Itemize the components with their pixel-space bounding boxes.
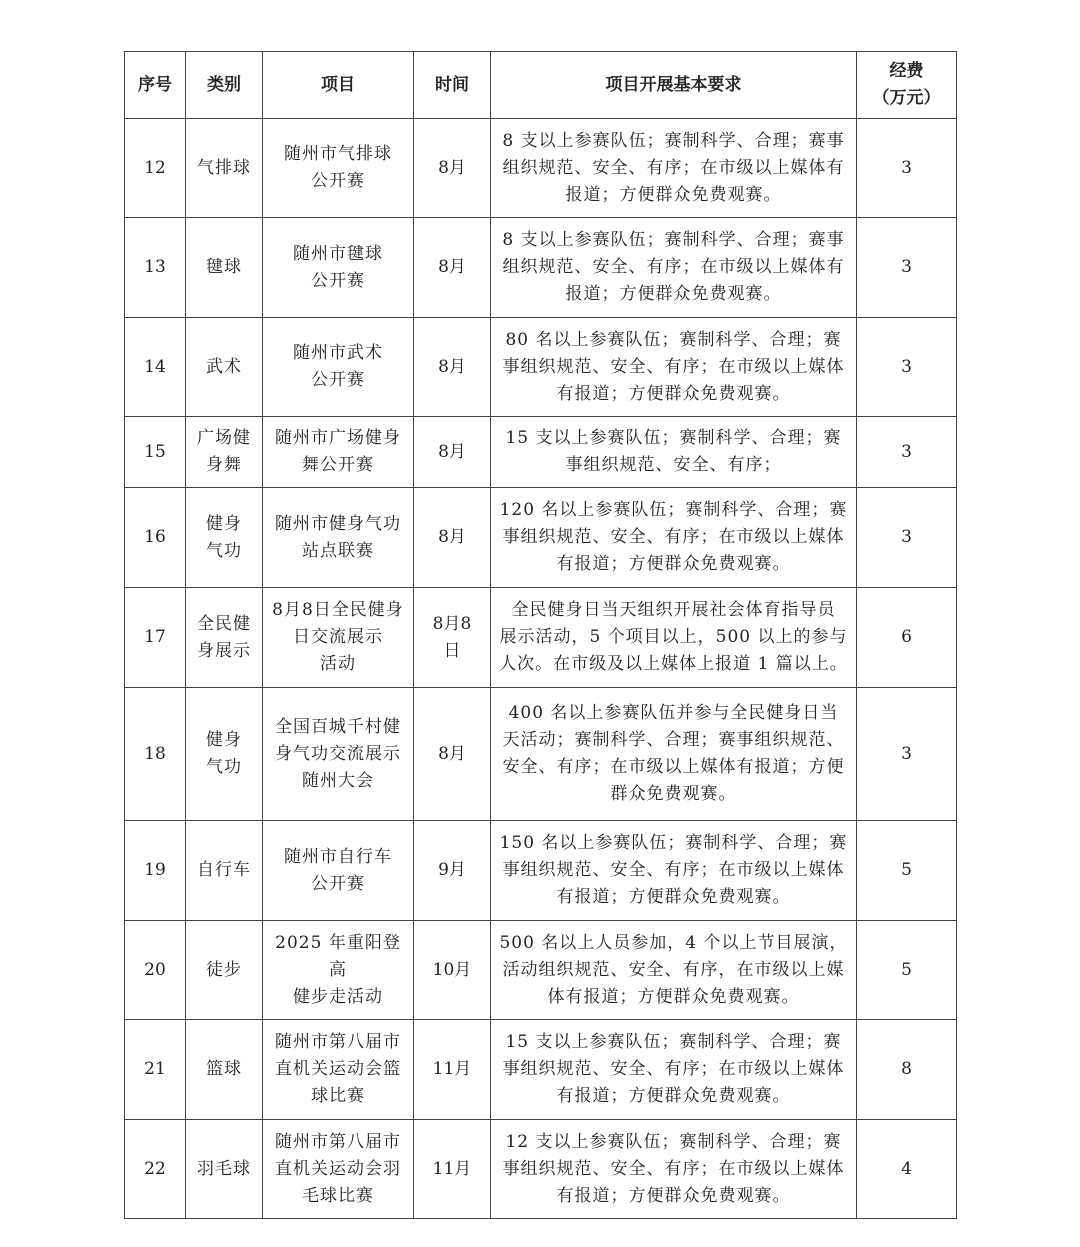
row-project-line: 随州市第八届市 bbox=[275, 1131, 401, 1152]
row-requirement-line: 人次。在市级及以上媒体上报道 1 篇以上。 bbox=[499, 654, 848, 674]
row-category-line: 气排球 bbox=[197, 157, 251, 178]
row-number: 16 bbox=[125, 488, 186, 588]
row-category bbox=[186, 1020, 263, 1120]
row-number: 14 bbox=[125, 318, 186, 417]
row-project bbox=[263, 588, 414, 688]
row-time bbox=[414, 688, 491, 821]
row-requirement-line: 事组织规范、安全、有序； bbox=[565, 455, 782, 475]
row-time-line: 日 bbox=[443, 640, 461, 661]
row-project-line: 随州大会 bbox=[302, 770, 374, 791]
row-project-line: 健步走活动 bbox=[293, 986, 383, 1007]
row-requirement-line: 80 名以上参赛队伍；赛制科学、合理；赛 bbox=[505, 329, 842, 350]
row-category bbox=[186, 488, 263, 588]
row-requirement-line: 活动组织规范、安全、有序，在市级以上媒 bbox=[502, 959, 845, 980]
row-category-line: 篮球 bbox=[206, 1059, 242, 1079]
row-requirement-line: 全民健身日当天组织开展社会体育指导员 bbox=[511, 600, 836, 620]
row-category-line: 毽球 bbox=[206, 257, 242, 277]
row-requirement bbox=[491, 417, 857, 488]
row-fee: 3 bbox=[857, 688, 957, 821]
row-project-line: 随州市气排球 bbox=[284, 144, 392, 164]
row-time-line: 8月 bbox=[438, 743, 466, 764]
row-category-line: 羽毛球 bbox=[197, 1158, 251, 1179]
row-time-line: 8月 bbox=[438, 257, 466, 277]
table-row bbox=[125, 688, 957, 821]
row-project-line: 随州市武术 bbox=[293, 343, 383, 363]
row-time-line: 11月 bbox=[432, 1158, 472, 1179]
row-project-line: 随州市广场健身 bbox=[275, 428, 401, 448]
row-time bbox=[414, 588, 491, 688]
header-requirement: 项目开展基本要求 bbox=[491, 52, 857, 119]
row-requirement-line: 有报道；方便群众免费观赛。 bbox=[556, 1185, 791, 1206]
row-requirement-line: 500 名以上人员参加，4 个以上节目展演， bbox=[499, 932, 848, 953]
row-project bbox=[263, 1020, 414, 1120]
row-project-line: 日交流展示 bbox=[293, 627, 383, 647]
row-category-line: 气功 bbox=[206, 540, 242, 561]
row-requirement-line: 组织规范、安全、有序；在市级以上媒体有 bbox=[502, 157, 845, 178]
row-category-line: 武术 bbox=[206, 356, 242, 377]
row-requirement-line: 体有报道；方便群众免费观赛。 bbox=[547, 986, 800, 1007]
row-project-line: 随州市第八届市 bbox=[275, 1032, 401, 1052]
row-category-line: 广场健 bbox=[197, 428, 251, 448]
header-category: 类别 bbox=[186, 52, 263, 119]
table-row bbox=[125, 588, 957, 688]
row-requirement-line: 有报道；方便群众免费观赛。 bbox=[556, 383, 791, 404]
row-requirement-line: 天活动；赛制科学、合理；赛事组织规范、 bbox=[502, 730, 845, 750]
row-project-line: 直机关运动会篮 bbox=[275, 1059, 401, 1079]
row-requirement-line: 有报道；方便群众免费观赛。 bbox=[556, 887, 791, 907]
table-row bbox=[125, 218, 957, 318]
header-project: 项目 bbox=[263, 52, 414, 119]
row-requirement-line: 8 支以上参赛队伍；赛制科学、合理；赛事 bbox=[502, 230, 845, 250]
row-requirement-line: 8 支以上参赛队伍；赛制科学、合理；赛事 bbox=[502, 130, 845, 151]
table-row bbox=[125, 921, 957, 1020]
row-number: 17 bbox=[125, 588, 186, 688]
row-time-line: 8月8 bbox=[432, 613, 472, 634]
row-requirement-line: 150 名以上参赛队伍；赛制科学、合理；赛 bbox=[499, 833, 848, 853]
row-time bbox=[414, 1120, 491, 1219]
row-project-line: 2025 年重阳登高 bbox=[275, 932, 401, 980]
row-category-line: 身展示 bbox=[197, 640, 251, 661]
row-time bbox=[414, 921, 491, 1020]
row-requirement-line: 组织规范、安全、有序；在市级以上媒体有 bbox=[502, 257, 845, 277]
row-category-line: 健身 bbox=[206, 730, 242, 750]
row-number: 20 bbox=[125, 921, 186, 1020]
row-time-line: 8月 bbox=[438, 527, 466, 547]
row-fee: 3 bbox=[857, 218, 957, 318]
row-project-line: 公开赛 bbox=[311, 873, 365, 894]
row-project-line: 身气功交流展示 bbox=[275, 743, 401, 764]
header-time: 时间 bbox=[414, 52, 491, 119]
row-requirement-line: 事组织规范、安全、有序；在市级以上媒体 bbox=[502, 527, 845, 547]
table-row bbox=[125, 1020, 957, 1120]
row-project bbox=[263, 119, 414, 218]
row-requirement-line: 事组织规范、安全、有序；在市级以上媒体 bbox=[502, 860, 845, 880]
row-requirement bbox=[491, 821, 857, 921]
row-requirement-line: 事组织规范、安全、有序；在市级以上媒体 bbox=[502, 356, 845, 377]
row-requirement-line: 报道；方便群众免费观赛。 bbox=[565, 184, 782, 205]
row-requirement-line: 15 支以上参赛队伍；赛制科学、合理；赛 bbox=[505, 428, 842, 448]
row-project-line: 随州市健身气功 bbox=[275, 513, 401, 534]
row-project-line: 球比赛 bbox=[311, 1086, 365, 1106]
row-category-line: 徒步 bbox=[206, 959, 242, 980]
row-time-line: 8月 bbox=[438, 157, 466, 178]
row-category-line: 气功 bbox=[206, 757, 242, 777]
row-project-line: 直机关运动会羽 bbox=[275, 1158, 401, 1179]
row-project-line: 舞公开赛 bbox=[302, 455, 374, 475]
row-category bbox=[186, 921, 263, 1020]
row-time-line: 8月 bbox=[438, 441, 466, 462]
row-project bbox=[263, 821, 414, 921]
row-category-line: 身舞 bbox=[206, 455, 242, 475]
row-number: 18 bbox=[125, 688, 186, 821]
row-requirement bbox=[491, 921, 857, 1020]
row-number: 15 bbox=[125, 417, 186, 488]
row-project-line: 全国百城千村健 bbox=[275, 716, 401, 737]
row-time bbox=[414, 1020, 491, 1120]
row-time-line: 10月 bbox=[432, 959, 472, 980]
row-category bbox=[186, 588, 263, 688]
row-project bbox=[263, 688, 414, 821]
row-fee: 5 bbox=[857, 921, 957, 1020]
row-time-line: 9月 bbox=[438, 860, 466, 880]
row-category bbox=[186, 417, 263, 488]
row-project bbox=[263, 318, 414, 417]
schedule-table bbox=[124, 51, 957, 1219]
row-project bbox=[263, 921, 414, 1020]
row-time bbox=[414, 119, 491, 218]
row-requirement-line: 安全、有序；在市级以上媒体有报道；方便 bbox=[502, 757, 845, 777]
row-requirement-line: 120 名以上参赛队伍；赛制科学、合理；赛 bbox=[499, 500, 848, 520]
row-category bbox=[186, 119, 263, 218]
row-requirement bbox=[491, 688, 857, 821]
row-project bbox=[263, 1120, 414, 1219]
row-time bbox=[414, 218, 491, 318]
row-time-line: 8月 bbox=[438, 356, 466, 377]
row-project-line: 8月8日全民健身 bbox=[272, 600, 404, 620]
row-category bbox=[186, 1120, 263, 1219]
row-project-line: 随州市自行车 bbox=[284, 846, 392, 867]
row-project-line: 公开赛 bbox=[311, 370, 365, 390]
header-fee-unit: （万元） bbox=[872, 88, 941, 108]
row-number: 12 bbox=[125, 119, 186, 218]
table-row bbox=[125, 821, 957, 921]
row-time bbox=[414, 417, 491, 488]
row-requirement-line: 报道；方便群众免费观赛。 bbox=[565, 284, 782, 304]
row-fee: 3 bbox=[857, 417, 957, 488]
table-row bbox=[125, 1120, 957, 1219]
header-fee bbox=[857, 52, 957, 119]
row-requirement bbox=[491, 119, 857, 218]
row-fee: 4 bbox=[857, 1120, 957, 1219]
row-requirement-line: 15 支以上参赛队伍；赛制科学、合理；赛 bbox=[505, 1032, 842, 1052]
row-requirement-line: 事组织规范、安全、有序；在市级以上媒体 bbox=[502, 1158, 845, 1179]
row-time-line: 11月 bbox=[432, 1059, 472, 1079]
row-project-line: 毛球比赛 bbox=[302, 1185, 374, 1206]
row-project bbox=[263, 488, 414, 588]
row-fee: 3 bbox=[857, 119, 957, 218]
table-row bbox=[125, 488, 957, 588]
header-row bbox=[125, 52, 957, 119]
row-time bbox=[414, 488, 491, 588]
row-category bbox=[186, 218, 263, 318]
row-requirement-line: 事组织规范、安全、有序；在市级以上媒体 bbox=[502, 1059, 845, 1079]
header-fee-label: 经费 bbox=[889, 61, 924, 81]
row-requirement-line: 展示活动，5 个项目以上，500 以上的参与 bbox=[499, 627, 848, 647]
table-body bbox=[125, 119, 957, 1219]
row-requirement-line: 12 支以上参赛队伍；赛制科学、合理；赛 bbox=[505, 1131, 842, 1152]
row-project-line: 随州市毽球 bbox=[293, 243, 383, 264]
row-requirement bbox=[491, 1120, 857, 1219]
row-fee: 3 bbox=[857, 488, 957, 588]
row-project bbox=[263, 218, 414, 318]
row-requirement-line: 400 名以上参赛队伍并参与全民健身日当 bbox=[508, 703, 839, 723]
row-number: 13 bbox=[125, 218, 186, 318]
row-requirement bbox=[491, 588, 857, 688]
row-fee: 6 bbox=[857, 588, 957, 688]
row-category bbox=[186, 318, 263, 417]
row-requirement bbox=[491, 318, 857, 417]
row-requirement bbox=[491, 1020, 857, 1120]
row-category bbox=[186, 688, 263, 821]
row-fee: 8 bbox=[857, 1020, 957, 1120]
row-requirement bbox=[491, 488, 857, 588]
row-project-line: 站点联赛 bbox=[302, 540, 374, 561]
row-category bbox=[186, 821, 263, 921]
row-time bbox=[414, 318, 491, 417]
header-no: 序号 bbox=[125, 52, 186, 119]
row-requirement-line: 有报道；方便群众免费观赛。 bbox=[556, 554, 791, 574]
row-requirement-line: 有报道；方便群众免费观赛。 bbox=[556, 1086, 791, 1106]
row-category-line: 健身 bbox=[206, 513, 242, 534]
row-number: 19 bbox=[125, 821, 186, 921]
row-project-line: 公开赛 bbox=[311, 270, 365, 291]
row-time bbox=[414, 821, 491, 921]
table-row bbox=[125, 417, 957, 488]
table-row bbox=[125, 119, 957, 218]
row-number: 22 bbox=[125, 1120, 186, 1219]
row-fee: 3 bbox=[857, 318, 957, 417]
row-project bbox=[263, 417, 414, 488]
row-fee: 5 bbox=[857, 821, 957, 921]
row-requirement-line: 群众免费观赛。 bbox=[610, 784, 737, 804]
row-requirement bbox=[491, 218, 857, 318]
row-number: 21 bbox=[125, 1020, 186, 1120]
table-row bbox=[125, 318, 957, 417]
row-category-line: 自行车 bbox=[197, 860, 251, 880]
row-category-line: 全民健 bbox=[197, 613, 251, 634]
row-project-line: 活动 bbox=[320, 654, 356, 674]
row-project-line: 公开赛 bbox=[311, 171, 365, 191]
